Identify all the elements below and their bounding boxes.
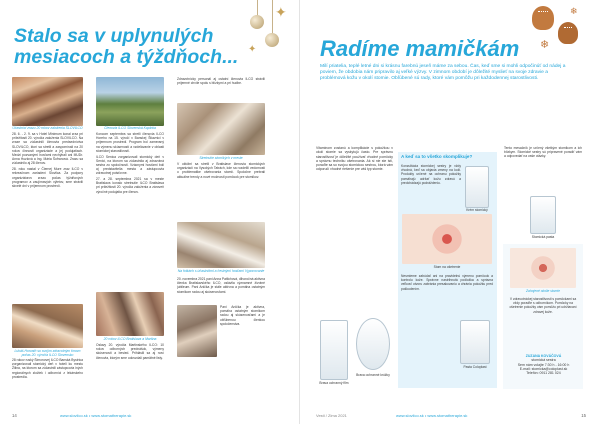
page-number: 14	[12, 413, 17, 418]
paragraph: Nesmieme zabúdať ani na pravidelnú výmenu pomôcok a kontrolu kože. Správne nastrihnutá podložka a správna veľkosť otvoru zabránia presakovaniu a chránia pokožku pred poškodením.	[401, 274, 493, 291]
paragraph: Konzultácia stomickej sestry je vždy vhodná, keď sa objavia zmeny na koži. Produkty určené na ochranu pokožky pomáhajú udržať kožu zdravú a predchádzajú podráždeniu.	[401, 164, 461, 185]
tip-text	[401, 164, 461, 210]
photo-outdoor-group	[96, 77, 164, 126]
product-label: Stomická pasta	[531, 235, 555, 239]
article-column-3	[177, 162, 265, 220]
photo-portrait-jubilee	[177, 305, 217, 357]
article-column-1	[12, 132, 83, 302]
tip-heading: A keď sa to všetko skomplikuje?	[401, 154, 473, 159]
article-column-2b	[96, 343, 164, 405]
page-title	[14, 26, 259, 68]
gingerbread-icon	[532, 6, 554, 30]
paragraph: Zdravotnícky personál aj ostatní členovia ILCO strávili príjemné chvíle spolu s blízkymi a pri hudbe.	[177, 77, 265, 86]
photo-caption: 20 rokov ILCO Bratislava a Martina	[103, 337, 157, 341]
product-label: Krém stomický	[466, 208, 488, 212]
product-label: Pasta Coloplast	[463, 365, 487, 369]
product-label: Brava ochranné krúžky	[356, 373, 390, 377]
page-footer	[396, 413, 467, 418]
paragraph: 28. 6. - 2. 9. sa v Hotel Minimum konal zraz pri príležitosti 20. výročia založenia SLOVILCO. Na zraze sa zúčastnili členovia predsedníctva SLOVILCO, ktorí sa stretli a zaspomínali na 20 rokov činnosti organizácie a jej podujatiach. Medzi pozvanými hosťami nechýbali ani MUDr. Anna Huzlová a Ing. Mária Šofranová. Zrazu sa zúčastnilo aj 28 členov.	[12, 132, 83, 166]
star-icon: ❄	[570, 6, 578, 16]
photo-health-team	[12, 304, 83, 348]
photo-stoma-irritated	[402, 214, 492, 264]
footer-issue: Vesti / Zima 2021	[316, 413, 347, 418]
paragraph: Pani Anička je aktívna, pomáha ostatným stomikom radou aj skúsenosťami a je obľúbenou členkou spoločenstva.	[220, 305, 265, 326]
footer-url[interactable]: www.slovilco.sk • www.stomatherapie.sk	[396, 413, 468, 418]
contact-phone[interactable]: Telefón: 0911 281 024	[526, 371, 561, 376]
star-icon: ❄	[540, 39, 550, 51]
title-line-1: Stalo sa v uplynulých	[14, 25, 214, 47]
page-title: Radíme mamičkám	[320, 36, 520, 61]
paragraph: ILCO Senica zorganizovali stomický deň v Senici, na ktorom sa zúčastnila aj zdravotná sestra zo spoločnosti. Vzácnymi hosťami boli aj predstavitelia mesta a zástupcovia zdravotnej poisťovne.	[96, 154, 164, 176]
photo-caption: Zahojené okolie stomie	[526, 289, 560, 293]
photo-meeting-hall	[177, 103, 265, 155]
article-column-3-intro	[177, 77, 265, 105]
paragraph: V zdravotníckej starostlivosti s pomôckami sa vždy poraďte s odborníkom. Pomôcky na ošetrenie pokožky vám pomôžu pri udržiavaní zdravej kože.	[509, 297, 577, 314]
ornament-string	[272, 0, 273, 34]
article-column-1	[316, 146, 393, 306]
photo-caption: Stretnutie stomikých v meste	[199, 156, 243, 160]
product-brava-film-image	[320, 320, 348, 380]
intro-paragraph: Milí priatelia, teplé letné dni si krásnu farebnú jeseň máme za sebou. Čas, keď sme si mohli odpočinúť od nádej a poviem, že obdobia nám pripravilo aj veľké výzvy. V zimnom období je dôležité myslieť na svoje zdravie a problémová kožu v okolí stomie. Obľúbené sú rady, ktoré vám pomôžu pri každodennej starostlivosti.	[320, 64, 566, 82]
star-icon: ✦	[248, 44, 257, 55]
paragraph: V októbri sa stretli v Bratislave členovia stomických organizácií na Vysokých Tatrách, kde sa rozdelili vedomosti o problematike ošetrovania stomií. Spoločne prebrali aktuálne trendy a nové možnosti pomôcok pre stomikov.	[177, 162, 265, 179]
paragraph: 28 rokov ruský Šimonovej ILCO Banská Bystrica zorganizovali stomický deň v hoteli ku mestu Žilina, na ktorom sa zúčastnili zástupcovia iných regionálnych zložiek i odborníci z lekárskeho prostredia.	[12, 358, 83, 379]
gingerbread-icon	[558, 22, 578, 44]
product-paste-image	[460, 320, 490, 364]
paragraph: 28. roku nastal v Čiernej Mure zraz ILCO v rekreačnom zariadení Slovilca. Za podpory organizátorov zrazu počas týždňových programov a zaujímavých výletov, sme strávili skvelé dni v príjemnom prostredí.	[12, 167, 83, 188]
photo-caption: Členovia ILCO Slovenská Kaplnka	[104, 126, 156, 130]
photo-caption: Lukáš Horvath so svojím zdravotným tímom počas 20. výročia ILCO Slovensko	[14, 349, 81, 357]
paragraph: Oslavy 20. výročia Martinského ILCO: 10 rokov odborných prednášok, výmeny skúseností a besied. Prihlásili sa aj noví členovia, ktorým sme odovzdali pamätné listy.	[96, 343, 164, 360]
page-number: 15	[581, 413, 586, 418]
article-column-3	[504, 146, 582, 192]
christmas-ornament-icon	[265, 33, 279, 47]
product-label: Brava ochranný film	[319, 381, 349, 385]
article-column-3b	[177, 277, 265, 303]
footer-url[interactable]: www.slovilco.sk • www.stomatherapie.sk	[60, 413, 132, 418]
contact-block	[506, 354, 581, 375]
paragraph: Koncom septembra sa stretli členovia ILCO Horeho na 15. výročí v Banskej Štiavnici v príjemnom prostredí. Program bol zameraný na výmenu skúseností a vzdelávanie v oblasti stomickej starostlivosti.	[96, 132, 164, 153]
photo-anniversary-martin	[96, 292, 164, 336]
sidebar-text	[507, 297, 579, 351]
star-icon: ✦	[275, 4, 287, 20]
photo-anniversary-gathering	[12, 77, 83, 126]
contact-role: stomická sestra	[531, 358, 556, 363]
contact-email[interactable]: E-mail: stomicka@coloplast.sk	[519, 366, 568, 371]
photo-caption: Stom na ošetrenie	[433, 265, 461, 269]
contact-hours: Sem nám volajte 7:30 h - 16:00 h	[517, 362, 570, 367]
paragraph: 20. novembra 2021 pani Anna Patlichová, dlhoročná aktívna členka Bratislavského ILCO, oslávila významné životné jubileum. Pani Anička je stále aktívna a pomáha ostatným stomikom radou aj skúsenosťami.	[177, 277, 265, 294]
paragraph: Vitaminom zostanú a komplikácie s pokožkou v okolí stomie sa vyskytujú často. Pre správnu starostlivosť je dôležité používať vhodné pomôcky a správnu techniku ošetrovania. Ak si nie ste istí, poraďte sa so svojou stomickou sestrou, ktorá vám odporučí vhodné riešenie pre váš typ stomie.	[316, 146, 393, 172]
photo-healed-stoma	[510, 248, 576, 288]
product-paste-tube-image	[530, 196, 556, 234]
photo-table-gathering	[177, 222, 265, 268]
page-footer	[60, 413, 131, 418]
photo-caption: Účastníci zrazu 20 rokov založenia SLOVILCO	[12, 126, 83, 130]
paragraph: Tento mesačník je určený všetkým stomikom a ich blízkym. Stomické sestry sú pripravené poradiť vám a odpovedať na vaše otázky.	[504, 146, 582, 159]
article-column-1b	[12, 358, 83, 406]
ornament-string	[257, 0, 258, 16]
article-column-3c	[220, 305, 265, 405]
title-line-2: mesiacoch a týždňoch...	[14, 46, 239, 68]
product-cream-tube-image	[465, 166, 489, 208]
contact-name: ZUZANA KOVÁČOVÁ	[525, 354, 562, 358]
photo-caption: Na fotkách s účastníkmi a čestnými hosťami Vypocovanie	[177, 269, 265, 273]
paragraph: 27. a 28. septembra 2021 sa v meste Bratislava konalo stretnutie ILCO Bratislava pri príležitosti 20. výročia založenia a zároveň výročné podujatia pre členov.	[96, 177, 164, 194]
article-column-2	[96, 132, 164, 290]
product-brava-rings-image	[356, 318, 390, 370]
right-page	[300, 0, 600, 424]
